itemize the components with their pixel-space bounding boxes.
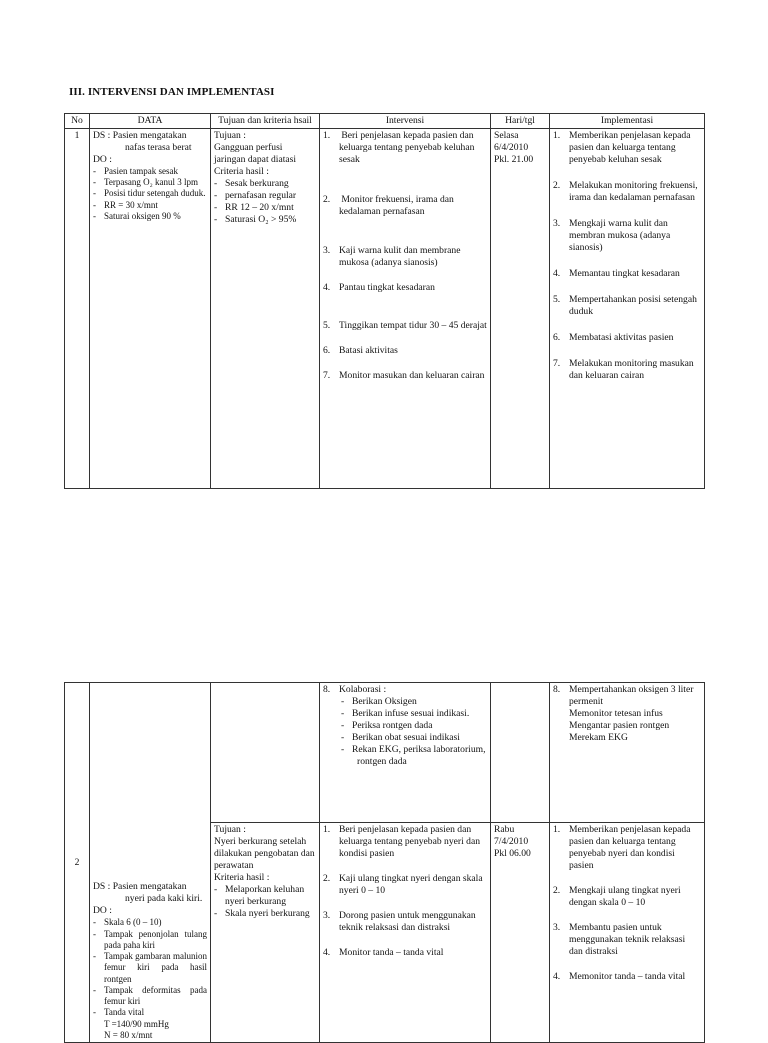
intervensi-cell: [320, 128, 491, 488]
hari-date: 6/4/2010: [494, 141, 529, 153]
list-item: 7. Melakukan monitoring masukan dan keluaran cairan: [553, 357, 694, 381]
list-item: 7. Monitor masukan dan keluaran cairan: [323, 369, 485, 381]
ds-continuation: nafas terasa berat: [125, 141, 192, 153]
hari-day: Selasa: [494, 129, 519, 141]
col-header-intervensi: Intervensi: [320, 114, 491, 129]
list-item: - Tampak deformitas pada femur kiri: [93, 985, 207, 1008]
hari-date: 7/4/2010: [494, 835, 529, 847]
implementasi-cell: [550, 128, 705, 488]
intervention-table-2: [64, 682, 705, 1043]
list-item: 4. Pantau tingkat kesadaran: [323, 281, 435, 293]
hari-cell: [491, 128, 550, 488]
list-item: 1. Beri penjelasan kepada pasien dan keluarga tentang penyebab keluhan sesak: [323, 129, 475, 165]
list-item: - Berikan obat sesuai indikasi: [341, 732, 487, 744]
do-label: DO :: [93, 905, 112, 917]
list-item: 5. Tinggikan tempat tidur 30 – 45 derajat: [323, 319, 487, 331]
implementasi-line: Mengantar pasien rontgen: [569, 719, 670, 731]
col-header-tujuan: Tujuan dan kriteria hsail: [211, 114, 320, 129]
implementasi-line: Merekam EKG: [569, 731, 628, 743]
list-item: - Saturai oksigen 90 %: [93, 211, 207, 222]
tujuan-cell: [211, 128, 320, 488]
list-item: - Skala nyeri berkurang: [214, 908, 316, 920]
col-header-no: No: [65, 114, 90, 129]
tujuan-cell: [211, 823, 320, 1043]
tujuan-label: Tujuan :: [214, 824, 246, 835]
ds-label: DS : Pasien mengatakan: [93, 129, 187, 141]
list-item: 4. Monitor tanda – tanda vital: [323, 946, 444, 958]
col-header-hari: Hari/tgl: [491, 114, 550, 129]
list-item: - Berikan Oksigen: [341, 696, 487, 708]
implementasi-cell: [550, 683, 705, 823]
list-item: - Skala 6 (0 – 10): [93, 917, 207, 928]
list-item: - Sesak berkurang: [214, 178, 316, 190]
table-row: [65, 128, 705, 488]
list-item: - Posisi tidur setengah duduk.: [93, 188, 207, 199]
do-label: DO :: [93, 153, 112, 165]
list-item: - Melaporkan keluhan nyeri berkurang: [214, 884, 316, 908]
list-item: - RR = 30 x/mnt: [93, 200, 207, 211]
col-header-data: DATA: [90, 114, 211, 129]
implementasi-line: Memonitor tetesan infus: [569, 707, 663, 719]
list-item: 3. Membantu pasien untuk menggunakan teknik relaksasi dan distraksi: [553, 921, 686, 957]
list-item: 2. Mengkaji ulang tingkat nyeri dengan skala 0 – 10: [553, 884, 681, 908]
list-item: 1. Beri penjelasan kepada pasien dan keluarga tentang penyebab nyeri dan kondisi pasien: [323, 824, 481, 859]
list-item: 3. Mengkaji warna kulit dan membran mukosa (adanya sianosis): [553, 217, 671, 253]
list-item: - Tampak gambaran malunion femur kiri pada hasil rontgen: [93, 951, 207, 985]
ds-label: DS : Pasien mengatakan: [93, 881, 187, 893]
hari-day: Rabu: [494, 824, 515, 835]
kriteria-label: Kriteria hasil :: [214, 871, 270, 883]
intervention-table-1: [64, 113, 705, 489]
list-item: 4. Memonitor tanda – tanda vital: [553, 970, 686, 982]
hari-cell-empty: [491, 683, 550, 823]
list-item: 3. Kaji warna kulit dan membrane mukosa (adanya sianosis): [323, 244, 461, 268]
section-title: III. INTERVENSI DAN IMPLEMENTASI: [69, 86, 275, 98]
list-item: 8. Kolaborasi : - Berikan Oksigen - Berikan infuse sesuai indikasi. - Periksa rontgen dada - Berikan obat sesuai indikasi - Rekan EKG, periksa laboratorium, rontgen dada: [323, 684, 487, 768]
list-item: 1. Memberikan penjelasan kepada pasien dan keluarga tentang penyebab nyeri dan kondisi pasien: [553, 824, 691, 871]
kriteria-label: Criteria hasil :: [214, 165, 269, 177]
tujuan-label: Tujuan :: [214, 129, 246, 141]
hari-time: Pkl 06.00: [494, 847, 531, 859]
hari-cell: [491, 823, 550, 1043]
list-item: 2. Monitor frekuensi, irama dan kedalaman pernafasan: [323, 193, 454, 217]
list-item: 2. Kaji ulang tingkat nyeri dengan skala nyeri 0 – 10: [323, 872, 483, 896]
intervensi-cell: [320, 683, 491, 823]
list-item: - pernafasan regular: [214, 190, 316, 202]
list-item: 6. Batasi aktivitas: [323, 344, 398, 356]
list-item: - Rekan EKG, periksa laboratorium, rontgen dada: [341, 744, 487, 768]
data-cell: [90, 128, 211, 488]
tujuan-text: Gangguan perfusi jaringan dapat diatasi: [214, 141, 297, 165]
tujuan-cell-empty: [211, 683, 320, 823]
col-header-implementasi: Implementasi: [550, 114, 705, 129]
ds-continuation: nyeri pada kaki kiri.: [125, 893, 203, 905]
list-item: 1. Memberikan penjelasan kepada pasien dan keluarga tentang penyebab keluhan sesak: [553, 129, 691, 165]
list-item: - Tanda vital: [93, 1007, 207, 1018]
list-item: - Berikan infuse sesuai indikasi.: [341, 708, 487, 720]
list-item: 4. Memantau tingkat kesadaran: [553, 267, 680, 279]
list-item: 3. Dorong pasien untuk menggunakan teknik relaksasi dan distraksi: [323, 909, 476, 933]
vital-pulse: N = 80 x/mnt: [104, 1029, 153, 1040]
list-item: 6. Membatasi aktivitas pasien: [553, 331, 674, 343]
list-item: - Pasien tampak sesak: [93, 166, 207, 177]
row-number: 2: [65, 683, 90, 1043]
list-item: 2. Melakukan monitoring frekuensi, irama dan kedalaman pernafasan: [553, 179, 698, 203]
hari-time: Pkl. 21.00: [494, 153, 534, 165]
table-header-row: [65, 114, 705, 129]
list-item: - Periksa rontgen dada: [341, 720, 487, 732]
vital-bp: T =140/90 mmHg: [104, 1018, 169, 1029]
intervensi-cell: [320, 823, 491, 1043]
list-item: - Saturasi O₂ > 95%: [214, 214, 316, 226]
implementasi-cell: [550, 823, 705, 1043]
list-item: - Terpasang O₂ kanul 3 lpm: [93, 177, 207, 188]
list-item: 5. Mempertahankan posisi setengah duduk: [553, 293, 697, 317]
tujuan-text: Nyeri berkurang setelah dilakukan pengobatan dan perawatan: [214, 835, 315, 871]
row-number: 1: [65, 128, 90, 488]
list-item: - RR 12 – 20 x/mnt: [214, 202, 316, 214]
list-item: - Tampak penonjolan tulang pada paha kiri: [93, 929, 207, 952]
table-row: [65, 683, 705, 823]
data-cell: [90, 683, 211, 1043]
list-item: 8. Mempertahankan oksigen 3 liter permenit Memonitor tetesan infus Mengantar pasien rontgen Merekam EKG: [553, 684, 701, 744]
